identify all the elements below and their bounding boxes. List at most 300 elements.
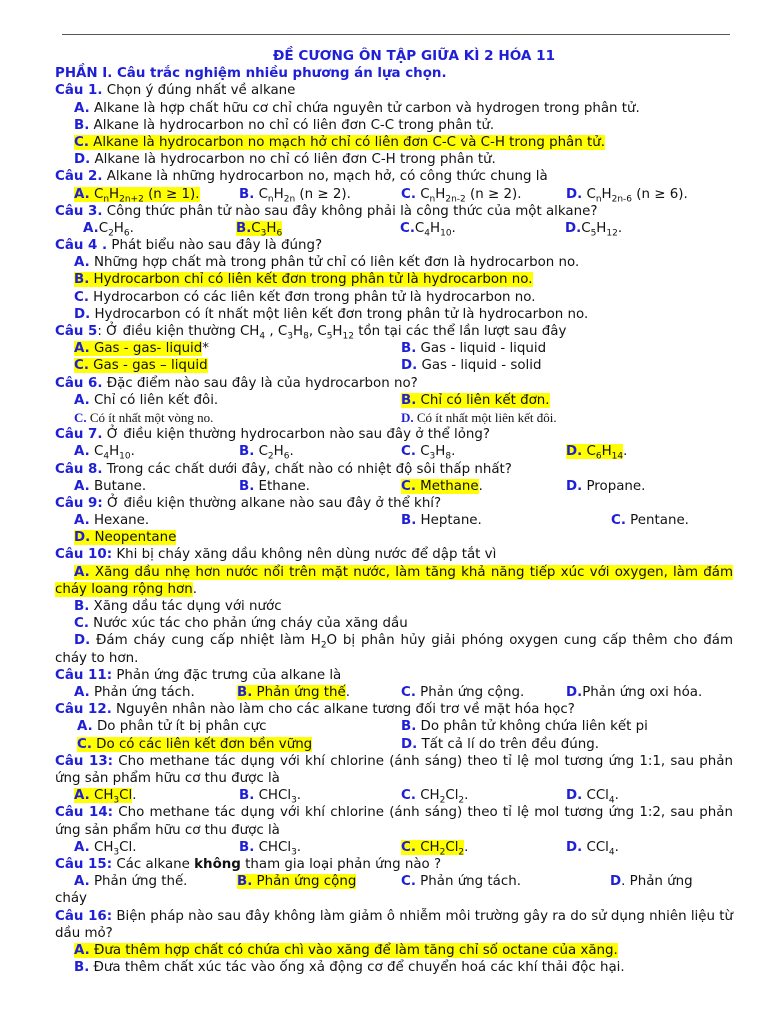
question-12 [55, 701, 733, 718]
question-text: Đặc điểm nào sau đây là của hydrocarbon no? [102, 375, 418, 391]
answer-highlight [401, 479, 479, 494]
option-label: B. [239, 186, 255, 202]
question-number: Câu 6. [55, 375, 103, 391]
option-label: B. [401, 341, 417, 357]
formula-part: CCl [586, 839, 609, 855]
option-label: D. [401, 736, 418, 752]
q13-options [55, 787, 733, 804]
option-text: Propane. [582, 478, 646, 494]
formula-part: 4 [259, 331, 266, 342]
option-text: Phản ứng thế. [89, 874, 188, 890]
option-text-highlighted: Do có các liên kết đơn bền vững [91, 736, 313, 752]
option-label: C. [401, 839, 416, 855]
option-text: Những hợp chất mà trong phân tử chỉ có liên kết đơn là hydrocarbon no. [89, 255, 580, 271]
formula-part: 3 [429, 451, 436, 462]
q8-options [55, 478, 733, 495]
answer-highlight [74, 943, 618, 958]
formula-part: C [420, 444, 430, 460]
formula-part: C [420, 186, 430, 202]
question-text: Chọn ý đúng nhất về alkane [102, 83, 296, 99]
formula-part: . [289, 444, 294, 460]
q9-option-a [74, 512, 149, 529]
option-label: D. [566, 788, 583, 804]
option-label: B. [401, 513, 417, 529]
option-label: B. [239, 444, 255, 460]
question-number: Câu 4 . [55, 238, 108, 254]
formula-part: C [93, 186, 104, 202]
formula-part: H [273, 444, 284, 460]
question-number: Câu 11: [55, 667, 113, 683]
formula-part: . [464, 839, 469, 855]
formula-part: H [430, 220, 441, 236]
q7-option-c [401, 443, 455, 460]
formula-part: 3 [113, 847, 120, 858]
formula-part: 2 [439, 795, 446, 806]
q7-option-a [74, 443, 135, 460]
option-label: C. [401, 444, 416, 460]
q6-option-d [401, 409, 557, 426]
formula-part: C [581, 220, 591, 236]
formula-part: CHCl [258, 788, 292, 804]
answer-highlight [74, 530, 176, 545]
question-text: Biện pháp nào sau đây không làm giảm ô nhiễm môi trường gây ra do sử dụng nhiên liệu từ dầu mỏ? [55, 908, 733, 941]
option-text: Hydrocarbon có các liên kết đơn trong phân tử là hydrocarbon no. [88, 289, 536, 305]
q2-option-a [74, 186, 200, 203]
q5-options-row2 [55, 357, 733, 374]
question-text: Cho methane tác dụng với khí chlorine (ánh sáng) theo tỉ lệ mol tương ứng 1:1, sau phản ứng sản phẩm hữu cơ thu được là [55, 753, 733, 786]
answer-highlight [401, 839, 465, 858]
question-1 [55, 82, 733, 99]
option-text: Tất cả lí do trên đều đúng. [417, 736, 599, 752]
q10-option-d [55, 632, 733, 666]
option-text: Gas - liquid - liquid [416, 341, 547, 357]
question-4 [55, 237, 733, 254]
q10-option-b [55, 598, 733, 615]
option-text: Butane. [89, 478, 147, 494]
formula-part: 3 [287, 331, 293, 342]
formula-part: CH [93, 839, 114, 855]
option-label: D. [74, 633, 91, 649]
formula-part: 8 [303, 331, 309, 342]
q11-option-a [74, 684, 195, 701]
q6-options-row1 [55, 392, 733, 409]
option-label: C. [401, 478, 416, 494]
q9-option-d [55, 529, 733, 546]
q3-option-a [83, 220, 134, 237]
q7-option-d [566, 443, 627, 460]
formula-part: 2 [439, 847, 446, 858]
q7-option-b [239, 443, 294, 460]
option-label: C. [611, 513, 626, 529]
formula-part: n [595, 194, 602, 205]
q14-option-a [74, 839, 136, 856]
q12-options-row2 [55, 736, 733, 753]
option-text: O bị phân hủy giải phóng oxygen cung cấp thêm cho đám cháy to hơn. [55, 633, 733, 666]
option-text: Phản ứng oxi hóa. [582, 685, 703, 700]
option-label: D. [401, 409, 414, 425]
answer-highlight [401, 393, 550, 408]
q9-options-row1 [55, 512, 733, 529]
question-10 [55, 546, 733, 563]
option-label: C. [74, 134, 89, 150]
option-text: Chỉ có liên kết đôi. [89, 392, 219, 408]
option-text-highlighted: Methane [415, 478, 479, 494]
formula-part: C [93, 444, 104, 460]
answer-highlight [236, 220, 283, 239]
q1-option-b [55, 117, 733, 134]
option-label: A. [74, 942, 90, 958]
formula-part: CH [420, 839, 440, 855]
q16-option-b [55, 959, 733, 976]
option-text: Heptane. [416, 513, 482, 529]
option-text: Phản ứng tách. [415, 874, 521, 890]
formula-part: 6 [595, 451, 602, 462]
option-text: Có ít nhất một liên kết đôi. [413, 409, 557, 425]
option-text: Phản ứng tách. [89, 685, 195, 700]
q1-option-c [55, 134, 733, 151]
q13-option-a [74, 787, 136, 804]
q12-options-row1 [55, 718, 733, 735]
formula-part: H [113, 220, 124, 236]
option-label: C. [74, 616, 89, 632]
q2-option-b [239, 186, 351, 203]
formula-part: H [266, 220, 277, 236]
q15-options [55, 873, 733, 890]
formula-part: H [601, 186, 612, 202]
q5-options-row1 [55, 340, 733, 357]
q5-option-c [74, 357, 208, 374]
formula-part: . [296, 839, 302, 855]
question-number: Câu 1. [55, 83, 103, 99]
question-text: Nguyên nhân nào làm cho các alkane tương đối trơ về mặt hóa học? [111, 702, 575, 718]
formula-part: . [464, 788, 469, 804]
formula-part: 12 [606, 228, 618, 239]
answer-highlight [77, 737, 312, 752]
option-label: D. [74, 152, 91, 168]
answer-mark: * [202, 341, 209, 357]
option-text: Ethane. [254, 478, 310, 494]
question-text: tham gia loại phản ứng nào ? [240, 856, 442, 872]
formula-part: CHCl [258, 839, 292, 855]
question-text: Công thức phân tử nào sau đây không phải là công thức của một alkane? [102, 203, 598, 219]
answer-highlight [74, 186, 200, 205]
q13-option-d [566, 787, 619, 804]
q4-option-c [55, 289, 733, 306]
question-text: Phát biểu nào sau đây là đúng? [107, 238, 323, 254]
answer-highlight [74, 341, 202, 356]
option-text-highlighted: Phản ứng thế [252, 685, 346, 700]
option-text: Alkane là hydrocarbon no chỉ có liên đơn C-H trong phân tử. [90, 152, 496, 168]
option-label: B. [401, 392, 417, 408]
formula-part: 10 [119, 451, 131, 462]
formula-part: . [451, 444, 456, 460]
option-label: A. [74, 444, 90, 460]
q8-option-d [566, 478, 645, 495]
formula-part: 14 [611, 451, 624, 462]
formula-part: 4 [608, 795, 615, 806]
formula-part: . [451, 220, 456, 236]
formula-part: (n ≥ 1). [143, 186, 200, 202]
q8-option-a [74, 478, 146, 495]
q12-option-d [401, 736, 599, 753]
option-label: D. [74, 306, 91, 322]
q12-option-a [77, 718, 267, 735]
formula-part: 6 [276, 228, 283, 239]
q5-option-d [401, 357, 541, 374]
question-text: Cho methane tác dụng với khí chlorine (ánh sáng) theo tỉ lệ mol tương ứng 1:2, sau phản ứng sản phẩm hữu cơ thu được là [55, 805, 733, 838]
option-label: B. [237, 685, 253, 700]
formula-part: H [109, 444, 120, 460]
q7-options [55, 443, 733, 460]
formula-part: 2 [320, 641, 327, 652]
question-7 [55, 426, 733, 443]
option-label: B. [74, 272, 90, 288]
formula-part: 3 [291, 847, 297, 858]
option-text: Alkane là hydrocarbon no chỉ có liên đơn C-C trong phân tử. [89, 117, 495, 133]
q10-option-c [55, 615, 733, 632]
formula-part: . [130, 444, 135, 460]
formula-part: . [296, 788, 302, 804]
option-label: C. [401, 874, 416, 890]
q1-option-d [55, 151, 733, 168]
document-page [55, 48, 733, 976]
option-text: Có ít nhất một vòng no. [86, 409, 214, 425]
q6-option-c [74, 409, 213, 426]
option-label: D. [566, 444, 583, 460]
q8-option-b [239, 478, 310, 495]
option-label: B. [236, 220, 252, 236]
option-text-highlighted: Chỉ có liên kết đơn. [416, 392, 550, 408]
question-number: Câu 15: [55, 856, 113, 872]
formula-part: Cl [119, 839, 133, 855]
formula-part: C [414, 220, 425, 236]
option-text: . Phản ứng [621, 874, 693, 890]
option-label: A. [74, 100, 90, 116]
option-text-highlighted: Neopentane [90, 530, 177, 546]
answer-highlight [237, 874, 356, 889]
part-heading: PHẦN I. Câu trắc nghiệm nhiều phương án lựa chọn. [55, 66, 447, 82]
option-label: A. [74, 341, 90, 357]
q15-option-a [74, 873, 187, 890]
option-label: B. [74, 960, 90, 976]
q5-option-b [401, 340, 546, 357]
question-text: Các alkane [112, 856, 195, 872]
option-label: B. [74, 117, 90, 133]
answer-highlight [74, 135, 605, 150]
formula-part: H [596, 220, 607, 236]
option-label: B. [237, 874, 253, 890]
question-14 [55, 804, 733, 838]
formula-part: 10 [440, 228, 452, 239]
formula-part: H [273, 186, 284, 202]
question-text: Alkane là những hydrocarbon no, mạch hở, có công thức chung là [102, 169, 548, 185]
question-9 [55, 495, 733, 512]
option-label: D. [401, 358, 418, 374]
option-text: Pentane. [625, 513, 689, 529]
option-label: D. [566, 478, 583, 494]
question-text-emphasis: không [194, 856, 241, 872]
formula-part: 4 [103, 451, 110, 462]
question-8 [55, 461, 733, 478]
formula-part: 5 [590, 228, 597, 239]
q3-option-b [236, 220, 282, 237]
formula-part: H [601, 444, 612, 460]
formula-part: C [586, 186, 596, 202]
option-label: D. [566, 685, 583, 700]
formula-part: C [258, 444, 268, 460]
question-3 [55, 203, 733, 220]
q15-option-c [401, 873, 521, 890]
q3-options [55, 220, 733, 237]
question-number: Câu 5 [55, 324, 98, 339]
formula-part: Cl [445, 839, 459, 855]
q2-options [55, 186, 733, 203]
option-text: Hydrocarbon có ít nhất một liên kết đơn trong phân tử là hydrocarbon no. [90, 306, 589, 322]
q3-option-d [565, 220, 622, 237]
q8-option-c [401, 478, 483, 495]
question-number: Câu 8. [55, 461, 103, 477]
option-text: Gas - liquid - solid [417, 358, 542, 374]
question-number: Câu 12. [55, 702, 112, 718]
option-text: Đám cháy cung cấp nhiệt làm H [90, 633, 321, 649]
option-label: D. [74, 530, 91, 546]
header-rule [62, 34, 730, 35]
q9-option-b [401, 512, 482, 529]
formula-part: C [98, 220, 109, 236]
option-label: D. [565, 220, 582, 236]
q15-option-b [237, 873, 356, 890]
q4-option-b [55, 271, 733, 288]
answer-highlight [566, 444, 624, 462]
q14-option-d [566, 839, 619, 856]
question-text: Ở điều kiện thường alkane nào sau đây ở thể khí? [102, 495, 442, 511]
question-5 [55, 323, 733, 340]
formula-part: 2n-6 [611, 194, 633, 205]
q14-options [55, 839, 733, 856]
formula-part: . [132, 788, 137, 804]
answer-highlight [237, 685, 346, 700]
option-text: Alkane là hợp chất hữu cơ chỉ chứa nguyên tử carbon và hydrogen trong phân tử. [89, 100, 640, 116]
formula-part: 4 [608, 847, 615, 858]
q15-option-d [610, 873, 693, 890]
formula-part: (n ≥ 2). [465, 186, 522, 202]
q2-option-d [566, 186, 688, 203]
formula-part: 5 [326, 331, 333, 342]
q11-option-d [566, 684, 702, 701]
question-text: Trong các chất dưới đây, chất nào có nhiệt độ sôi thấp nhất? [102, 461, 512, 477]
answer-highlight [74, 788, 133, 806]
q6-option-b [401, 392, 550, 409]
option-label: B. [401, 719, 417, 735]
formula-part: tồn tại các thể lần lượt sau đây [353, 324, 567, 339]
q12-option-b [401, 718, 648, 735]
option-text-highlighted: Đưa thêm hợp chất có chứa chì vào xăng để làm tăng chỉ số octane của xăng. [89, 942, 618, 958]
option-label: B. [239, 478, 255, 494]
option-label: A. [74, 564, 90, 580]
formula-part: H [435, 186, 446, 202]
option-label: A. [74, 392, 90, 408]
question-number: Câu 14: [55, 805, 114, 821]
option-label: A. [77, 719, 93, 735]
option-label: C. [401, 186, 416, 202]
option-label: A. [74, 186, 90, 202]
option-label: C. [400, 220, 415, 236]
question-text: Khi bị cháy xăng dầu không nên dùng nước để dập tắt vì [112, 547, 497, 563]
formula-part: 3 [260, 228, 267, 239]
formula-part: 6 [123, 228, 130, 239]
formula-part: C [258, 186, 268, 202]
formula-part: 2 [458, 795, 465, 806]
option-text-highlighted: Alkane là hydrocarbon no mạch hở chỉ có liên đơn C-C và C-H trong phân tử. [88, 134, 606, 150]
option-label: A. [74, 874, 90, 890]
q2-option-c [401, 186, 521, 203]
question-number: Câu 7. [55, 427, 103, 443]
q15-option-d-continued: cháy [55, 891, 87, 907]
formula-part: 2n [283, 194, 296, 205]
question-number: Câu 3. [55, 203, 103, 219]
option-text-highlighted: Phản ứng cộng [252, 874, 357, 890]
question-16 [55, 908, 733, 942]
formula-part: CH [420, 788, 440, 804]
formula-part: C [277, 324, 288, 339]
q10-option-a [55, 564, 733, 598]
formula-part: 12 [342, 331, 354, 342]
q4-option-d [55, 306, 733, 323]
q4-option-a [55, 254, 733, 271]
option-label: D. [566, 186, 583, 202]
formula-part: (n ≥ 6). [632, 186, 688, 202]
question-number: Câu 2. [55, 169, 103, 185]
q3-option-c [400, 220, 456, 237]
formula-part: , [265, 324, 278, 339]
question-text: Phản ứng đặc trưng của alkane là [112, 667, 342, 683]
question-number: Câu 10: [55, 547, 113, 563]
option-label: C. [74, 409, 87, 425]
option-label: D [610, 874, 622, 890]
formula-part: . [129, 220, 134, 236]
q14-option-b [239, 839, 301, 856]
q14-option-c [401, 839, 468, 856]
formula-part: . [345, 685, 351, 700]
formula-part: H [293, 324, 304, 339]
option-text: Hexane. [89, 513, 150, 529]
formula-part: C [586, 444, 596, 460]
q6-options-row2 [55, 409, 733, 426]
option-text: Do phân tử ít bị phân cực [92, 719, 267, 735]
q12-option-c [77, 736, 312, 753]
text-fragment: , [308, 324, 318, 339]
formula-part: 2n-2 [445, 194, 466, 205]
option-label: A. [74, 788, 90, 804]
option-text-highlighted: Gas - gas – liquid [88, 358, 208, 374]
question-text: : Ở điều kiện thường CH [97, 324, 260, 339]
formula-part: . [623, 444, 628, 460]
formula-part: 2 [458, 847, 465, 858]
q5-option-a [74, 340, 209, 357]
formula-part: 2n+2 [119, 194, 144, 205]
formula-part: 2 [267, 451, 274, 462]
question-2 [55, 168, 733, 185]
option-text: Do phân tử không chứa liên kết pi [416, 719, 648, 735]
option-text: Đưa thêm chất xúc tác vào ống xả động cơ để chuyển hoá các khí thải độc hại. [89, 960, 625, 976]
formula-part: . [617, 220, 623, 236]
q1-option-a [55, 100, 733, 117]
option-label: B. [239, 788, 255, 804]
formula-part: C [251, 220, 261, 236]
formula-part: H [332, 324, 343, 339]
option-label: C. [74, 289, 89, 305]
q13-option-b [239, 787, 301, 804]
